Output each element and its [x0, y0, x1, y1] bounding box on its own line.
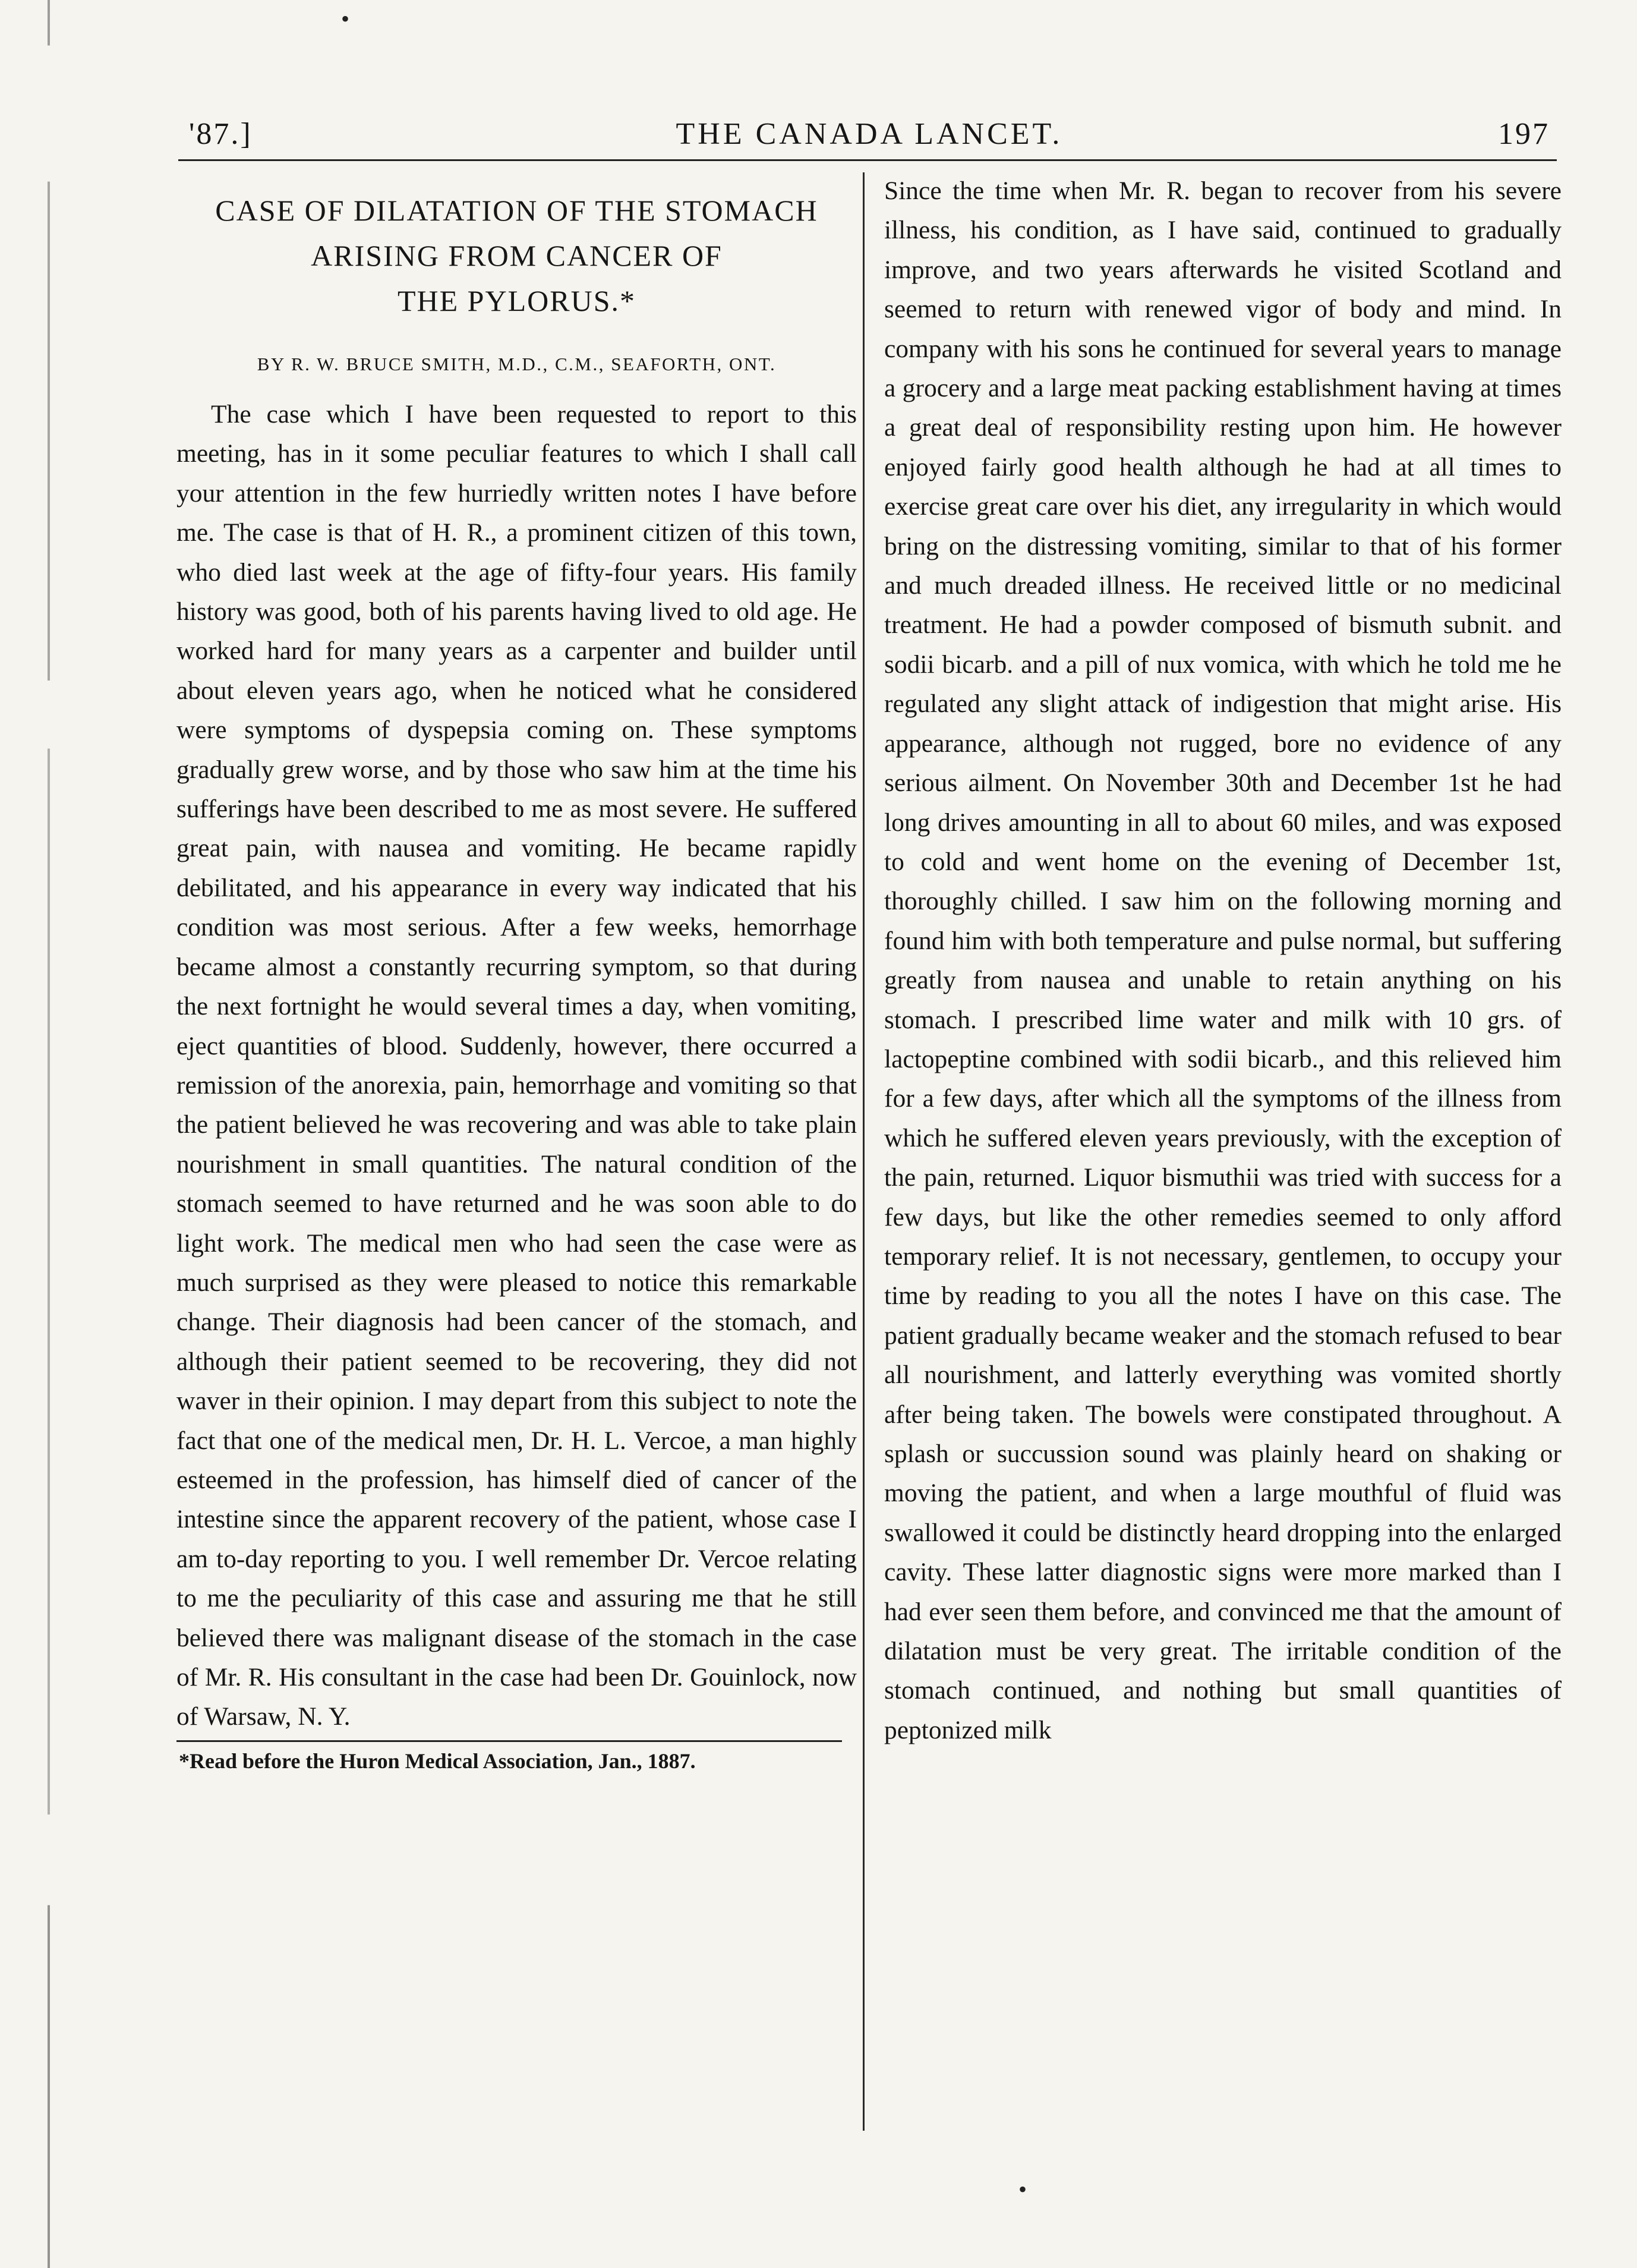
stray-mark: •: [1018, 2176, 1027, 2203]
left-column: [176, 171, 857, 1775]
stray-mark: •: [341, 5, 350, 32]
page-number: 197: [1498, 117, 1550, 151]
title-line: THE PYLORUS.*: [397, 284, 636, 317]
scan-edge-artifact: [48, 0, 50, 2268]
right-column: [884, 171, 1562, 1750]
title-line: CASE OF DILATATION OF THE STOMACH: [215, 194, 818, 227]
title-line: ARISING FROM CANCER OF: [311, 239, 723, 272]
left-column-paragraph: The case which I have been requested to report to this meeting, has in it some peculiar features to which I shall call your attention in the few hurriedly written notes I have before me. The case is that of H. R., a prominent citizen of this town, who died last week at the age of fifty-four years. His family history was good, both of his parents having lived to old age. He worked hard for many years as a carpenter and builder until about eleven years ago, when he noticed what he considered were symptoms of dyspepsia coming on. These symptoms gradually grew worse, and by those who saw him at the time his sufferings have been described to me as most severe. He suffered great pain, with nausea and vomiting. He became rapidly debilitated, and his appearance in every way indicated that his condition was most serious. After a few weeks, hemorrhage became almost a constantly recurring symptom, so that during the next fortnight he would several times a day, when vomiting, eject quantities of blood. Suddenly, however, there occurred a remission of the anorexia, pain, hemorrhage and vomiting so that the patient believed he was recovering and was able to take plain nourishment in small quantities. The natural condition of the stomach seemed to have returned and he was soon able to do light work. The medical men who had seen the case were as much surprised as they were pleased to notice this remarkable change. Their diagnosis had been cancer of the stomach, and although their patient seemed to be recovering, they did not waver in their opinion. I may depart from this subject to note the fact that one of the medical men, Dr. H. L. Vercoe, a man highly esteemed in the profession, has himself died of cancer of the intestine since the apparent recovery of the patient, whose case I am to-day reporting to you. I well remember Dr. Vercoe relating to me the peculiarity of this case and assuring me that he still believed there was malignant disease of the stomach in the case of Mr. R. His consultant in the case had been Dr. Gouinlock, now of Warsaw, N. Y.: [176, 400, 857, 1731]
column-divider: [863, 172, 865, 2131]
author-byline: BY R. W. BRUCE SMITH, M.D., C.M., SEAFORTH, ONT.: [257, 354, 777, 374]
running-head: [189, 116, 1550, 158]
header-rule: [178, 159, 1557, 161]
footnote-rule: [176, 1740, 842, 1742]
footnote: *Read before the Huron Medical Association, Jan., 1887.: [179, 1749, 696, 1773]
right-column-paragraph: Since the time when Mr. R. began to recover from his severe illness, his condition, as I have said, continued to gradually improve, and two years afterwards he visited Scotland and seemed to return with renewed vigor of body and mind. In company with his sons he continued for several years to manage a grocery and a large meat packing establishment having at times a great deal of responsibility resting upon him. He however enjoyed fairly good health although he had at all times to exercise great care over his diet, any irregularity in which would bring on the distressing vomiting, similar to that of his former and much dreaded illness. He received little or no medicinal treatment. He had a powder composed of bismuth subnit. and sodii bicarb. and a pill of nux vomica, with which he told me he regulated any slight attack of indigestion that might arise. His appearance, although not rugged, bore no evidence of any serious ailment. On November 30th and December 1st he had long drives amounting in all to about 60 miles, and was exposed to cold and went home on the evening of December 1st, thoroughly chilled. I saw him on the following morning and found him with both temperature and pulse normal, but suffering greatly from nausea and unable to retain anything on his stomach. I prescribed lime water and milk with 10 grs. of lactopeptine combined with sodii bicarb., and this relieved him for a few days, after which all the symptoms of the illness from which he suffered eleven years previously, with the exception of the pain, returned. Liquor bismuthii was tried with success for a few days, but like the other remedies seemed to only afford temporary relief. It is not necessary, gentlemen, to occupy your time by reading to you all the notes I have on this case. The patient gradually became weaker and the stomach refused to bear all nourishment, and latterly everything was vomited shortly after being taken. The bowels were constipated throughout. A splash or succussion sound was plainly heard on shaking or moving the patient, and when a large mouthful of fluid was swallowed it could be distinctly heard dropping into the enlarged cavity. These latter diagnostic signs were more marked than I had ever seen them before, and convinced me that the amount of dilatation must be very great. The irritable condition of the stomach continued, and nothing but small quantities of peptonized milk: [884, 177, 1562, 1744]
journal-title: THE CANADA LANCET.: [676, 117, 1063, 151]
header-year: '87.]: [189, 117, 253, 151]
article-title: [176, 188, 857, 323]
